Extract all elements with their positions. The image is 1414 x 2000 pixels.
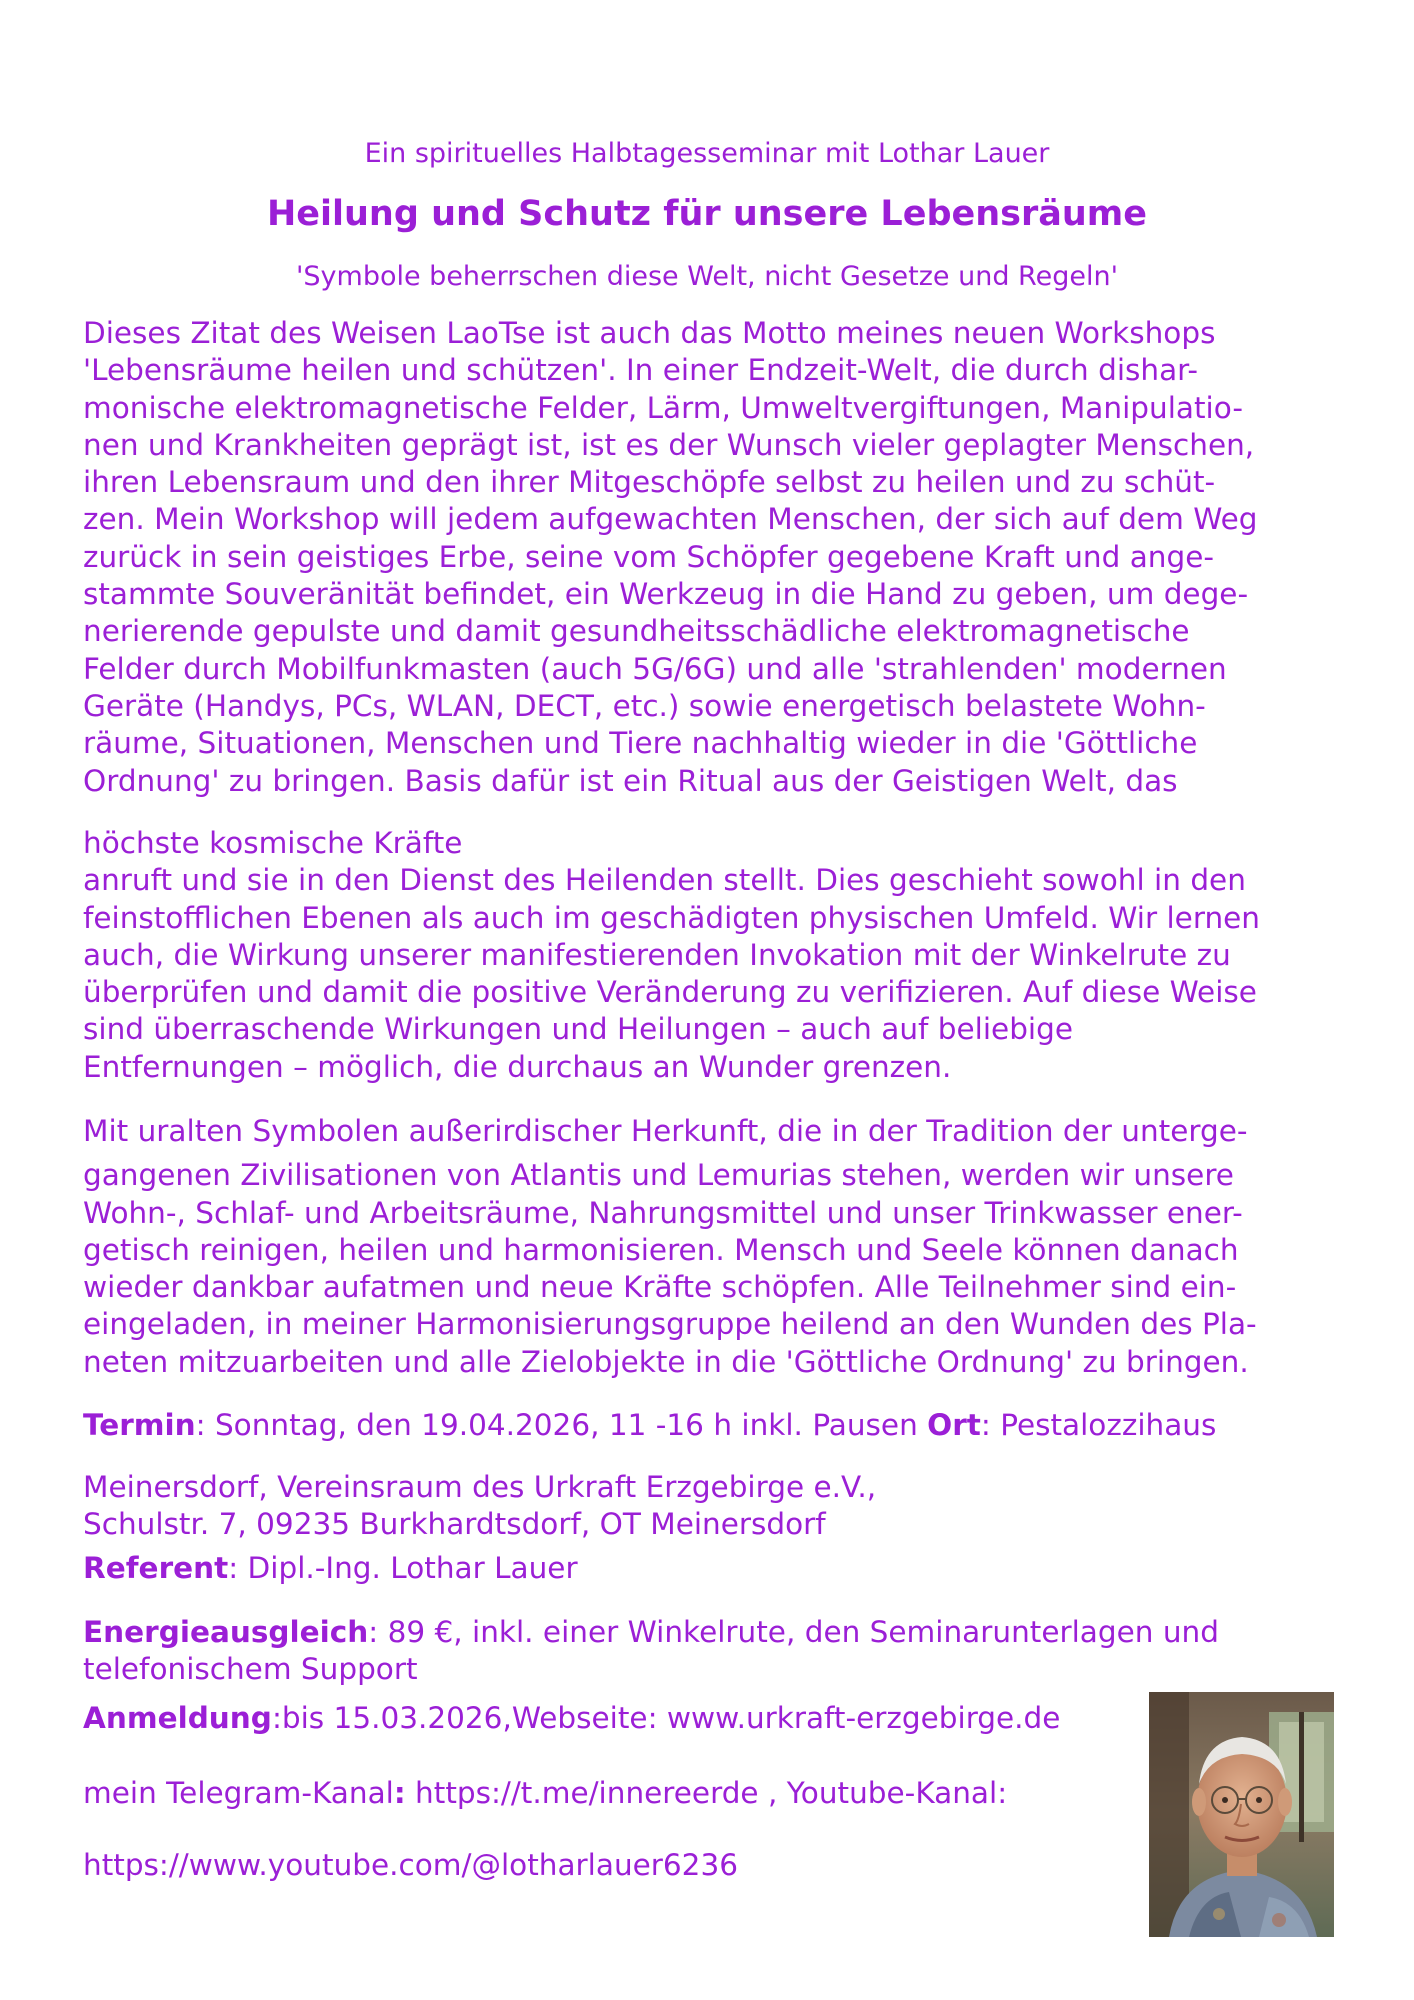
text-line: Geräte (Handys, PCs, WLAN, DECT, etc.) sowie energetisch belastete Wohn- — [83, 688, 1206, 723]
energie-block — [83, 1614, 1219, 1689]
telegram-link[interactable]: https://t.me/innereerde , Youtube-Kanal: — [405, 1776, 1008, 1810]
text-line: Ordnung' zu bringen. Basis dafür ist ein Ritual aus der Geistigen Welt, das — [83, 763, 1178, 798]
energie-value-cont: telefonischem Support — [83, 1652, 418, 1687]
address-line: Schulstr. 7, 09235 Burkhardtsdorf, OT Meinersdorf — [83, 1507, 826, 1542]
text-line: monische elektromagnetische Felder, Lärm, Umweltvergiftungen, Manipulatio- — [83, 390, 1243, 425]
text-line: feinstofflichen Ebenen als auch im geschädigten physischen Umfeld. Wir lernen — [83, 900, 1260, 935]
text-line: Felder durch Mobilfunkmasten (auch 5G/6G) und alle 'strahlenden' modernen — [83, 651, 1227, 686]
text-line: gangenen Zivilisationen von Atlantis und Lemurias stehen, werden wir unsere — [83, 1158, 1234, 1193]
intro-paragraph — [83, 315, 1353, 800]
referent-line — [83, 1550, 578, 1587]
anmeldung-value[interactable]: :bis 15.03.2026,Webseite: www.urkraft-erzgebirge.de — [271, 1701, 1061, 1735]
termin-line — [83, 1407, 1216, 1444]
ort-label: Ort — [927, 1408, 981, 1442]
telegram-prefix: mein Telegram-Kanal — [83, 1776, 394, 1810]
energie-label: Energieausgleich — [83, 1615, 369, 1649]
text-line: getisch reinigen, heilen und harmonisieren. Mensch und Seele können danach — [83, 1232, 1239, 1267]
text-line: nen und Krankheiten geprägt ist, ist es der Wunsch vieler geplagter Menschen, — [83, 427, 1255, 462]
text-line: sind überraschende Wirkungen und Heilungen – auch auf beliebige — [83, 1012, 1074, 1047]
text-line: zen. Mein Workshop will jedem aufgewachten Menschen, der sich auf dem Weg — [83, 502, 1258, 537]
text-line: Mit uralten Symbolen außerirdischer Herkunft, die in der Tradition der unterge- — [83, 1114, 1248, 1148]
motto-quote: 'Symbole beherrschen diese Welt, nicht Gesetze und Regeln' — [295, 261, 1118, 292]
address-block — [83, 1469, 876, 1544]
speaker-photo — [1149, 1692, 1334, 1937]
text-line: überprüfen und damit die positive Veränderung zu verifizieren. Auf diese Weise — [83, 975, 1257, 1010]
text-line: stammte Souveränität befindet, ein Werkzeug in die Hand zu geben, um dege- — [83, 577, 1249, 612]
text-line: Entfernungen – möglich, die durchaus an Wunder grenzen. — [83, 1049, 952, 1084]
telegram-colon: : — [393, 1776, 406, 1810]
text-line: höchste kosmische Kräfte — [83, 826, 463, 860]
ritual-paragraph — [83, 825, 1353, 1086]
seminar-kicker: Ein spirituelles Halbtagesseminar mit Lothar Lauer — [364, 138, 1050, 169]
text-line: auch, die Wirkung unserer manifestierenden Invokation mit der Winkelrute zu — [83, 937, 1231, 972]
anmeldung-line — [83, 1700, 1060, 1737]
text-line: wieder dankbar aufatmen und neue Kräfte schöpfen. Alle Teilnehmer sind ein- — [83, 1270, 1237, 1305]
text-line: Wohn-, Schlaf- und Arbeitsräume, Nahrungsmittel und unser Trinkwasser ener- — [83, 1195, 1243, 1230]
termin-value: : Sonntag, den 19.04.2026, 11 -16 h inkl. Pausen — [195, 1408, 928, 1442]
text-line: ihren Lebensraum und den ihrer Mitgeschöpfe selbst zu heilen und zu schüt- — [83, 465, 1216, 500]
youtube-link[interactable]: https://www.youtube.com/@lotharlauer6236 — [83, 1848, 738, 1882]
symbols-paragraph — [83, 1113, 1353, 1381]
text-line: 'Lebensräume heilen und schützen'. In einer Endzeit-Welt, die durch dishar- — [83, 353, 1199, 388]
text-line: Dieses Zitat des Weisen LaoTse ist auch das Motto meines neuen Workshops — [83, 316, 1216, 350]
text-line: eingeladen, in meiner Harmonisierungsgruppe heilend an den Wunden des Pla- — [83, 1307, 1257, 1342]
referent-label: Referent — [83, 1551, 229, 1585]
referent-value: : Dipl.-Ing. Lothar Lauer — [228, 1551, 578, 1585]
text-line: neten mitzuarbeiten und alle Zielobjekte in die 'Göttliche Ordnung' zu bringen. — [83, 1344, 1249, 1379]
termin-label: Termin — [83, 1408, 196, 1442]
text-line: anruft und sie in den Dienst des Heilenden stellt. Dies geschieht sowohl in den — [83, 863, 1246, 898]
anmeldung-label: Anmeldung — [83, 1701, 272, 1735]
text-line: zurück in sein geistiges Erbe, seine vom Schöpfer gegebene Kraft und ange- — [83, 539, 1214, 574]
energie-value: : 89 €, inkl. einer Winkelrute, den Seminarunterlagen und — [368, 1615, 1219, 1649]
telegram-line — [83, 1775, 1007, 1812]
text-line: nerierende gepulste und damit gesundheitsschädliche elektromagnetische — [83, 614, 1190, 649]
address-line: Meinersdorf, Vereinsraum des Urkraft Erzgebirge e.V., — [83, 1470, 877, 1504]
text-line: räume, Situationen, Menschen und Tiere nachhaltig wieder in die 'Göttliche — [83, 726, 1198, 761]
seminar-title: Heilung und Schutz für unsere Lebensräume — [266, 194, 1147, 234]
ort-value: : Pestalozzihaus — [980, 1408, 1217, 1442]
